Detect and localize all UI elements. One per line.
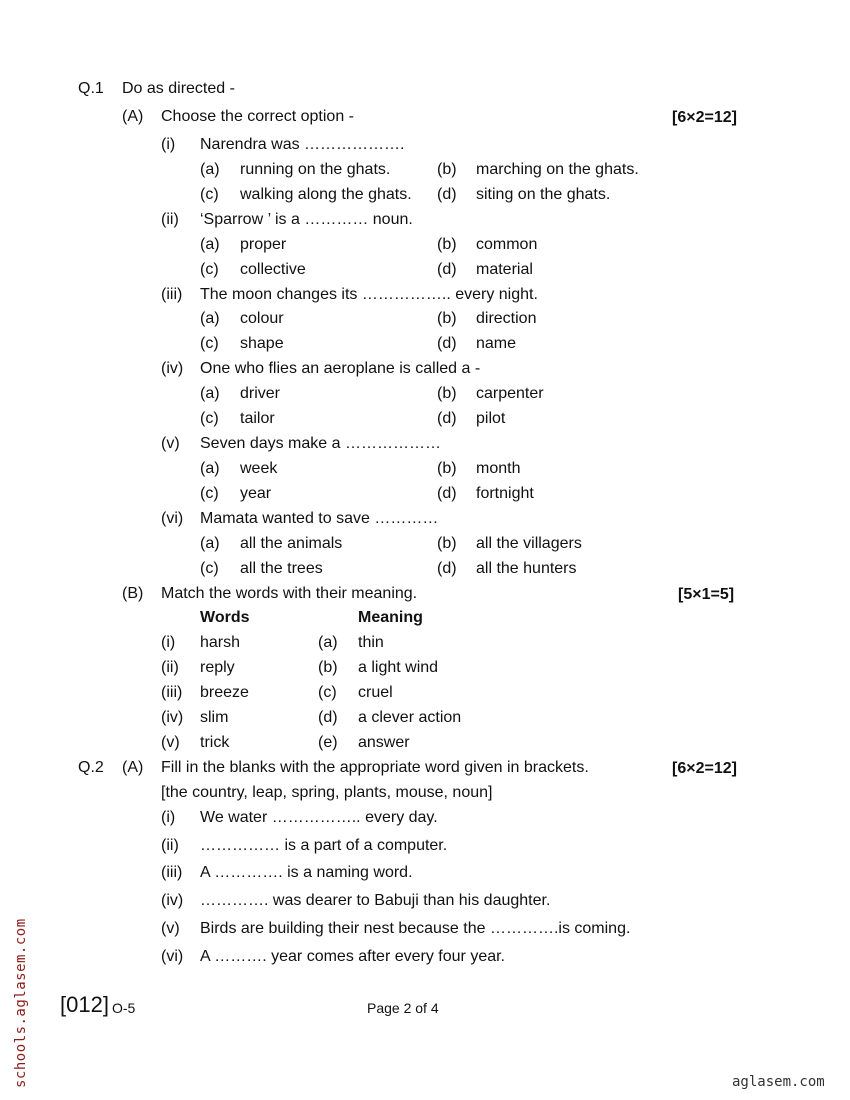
option-text: all the trees — [240, 560, 323, 577]
match-word: slim — [200, 709, 229, 726]
match-word: breeze — [200, 684, 249, 701]
option-text: tailor — [240, 410, 275, 427]
q2a-marks: [6×2=12] — [672, 760, 737, 777]
option-text: direction — [476, 310, 537, 327]
mcq-number: (iii) — [161, 286, 183, 303]
blank-number: (ii) — [161, 837, 179, 854]
match-number: (ii) — [161, 659, 179, 676]
option-text: colour — [240, 310, 284, 327]
option-letter: (b) — [437, 310, 457, 327]
option-text: proper — [240, 236, 287, 253]
option-letter: (b) — [437, 385, 457, 402]
blank-number: (vi) — [161, 948, 184, 965]
option-letter: (a) — [200, 161, 220, 178]
q1-title: Do as directed - — [122, 80, 235, 97]
match-letter: (e) — [318, 734, 338, 751]
mcq-question: ‘Sparrow ’ is a ………… noun. — [200, 211, 413, 228]
match-number: (iv) — [161, 709, 184, 726]
match-meaning: a light wind — [358, 659, 439, 676]
option-letter: (c) — [200, 560, 219, 577]
option-letter: (c) — [200, 261, 219, 278]
match-meaning: cruel — [358, 684, 393, 701]
option-text: running on the ghats. — [240, 161, 391, 178]
option-letter: (d) — [437, 560, 457, 577]
q1b-marks: [5×1=5] — [678, 586, 735, 603]
option-letter: (c) — [200, 335, 219, 352]
match-word: trick — [200, 734, 230, 751]
q2-number: Q.2 — [78, 759, 104, 776]
option-letter: (b) — [437, 236, 457, 253]
option-text: siting on the ghats. — [476, 186, 611, 203]
blank-text: …………. was dearer to Babuji than his daughter. — [200, 892, 551, 909]
q1-number: Q.1 — [78, 80, 104, 97]
mcq-question: Seven days make a ……………… — [200, 435, 441, 452]
match-number: (iii) — [161, 684, 183, 701]
blank-number: (v) — [161, 920, 180, 937]
option-text: all the animals — [240, 535, 343, 552]
option-letter: (d) — [437, 410, 457, 427]
q2a-label: (A) — [122, 759, 144, 776]
option-letter: (a) — [200, 535, 220, 552]
blank-number: (iv) — [161, 892, 184, 909]
meaning-header: Meaning — [358, 609, 423, 626]
option-letter: (d) — [437, 335, 457, 352]
mcq-question: The moon changes its …………….. every night. — [200, 286, 538, 303]
option-letter: (a) — [200, 236, 220, 253]
mcq-question: One who flies an aeroplane is called a - — [200, 360, 481, 377]
blank-number: (iii) — [161, 864, 183, 881]
option-text: collective — [240, 261, 306, 278]
paper-subcode: O-5 — [112, 1000, 136, 1016]
match-number: (v) — [161, 734, 180, 751]
match-meaning: a clever action — [358, 709, 462, 726]
option-text: walking along the ghats. — [240, 186, 412, 203]
q1b-label: (B) — [122, 585, 144, 602]
page-number: Page 2 of 4 — [367, 1000, 439, 1016]
option-text: all the hunters — [476, 560, 577, 577]
q2a-title: Fill in the blanks with the appropriate word given in brackets. — [161, 759, 589, 776]
option-letter: (d) — [437, 186, 457, 203]
blank-number: (i) — [161, 809, 176, 826]
option-letter: (a) — [200, 385, 220, 402]
option-letter: (c) — [200, 410, 219, 427]
option-letter: (c) — [200, 485, 219, 502]
q1a-title: Choose the correct option - — [161, 108, 354, 125]
option-letter: (a) — [200, 310, 220, 327]
option-text: all the villagers — [476, 535, 582, 552]
option-letter: (c) — [200, 186, 219, 203]
match-letter: (b) — [318, 659, 338, 676]
mcq-question: Narendra was ………………. — [200, 136, 405, 153]
option-letter: (b) — [437, 161, 457, 178]
option-text: driver — [240, 385, 281, 402]
side-watermark: schools.aglasem.com — [13, 918, 29, 1088]
q1a-marks: [6×2=12] — [672, 109, 737, 126]
option-text: common — [476, 236, 538, 253]
mcq-number: (vi) — [161, 510, 184, 527]
q1a-label: (A) — [122, 108, 144, 125]
blank-text: Birds are building their nest because the ………….is coming. — [200, 920, 631, 937]
option-letter: (d) — [437, 485, 457, 502]
option-text: fortnight — [476, 485, 534, 502]
mcq-number: (v) — [161, 435, 180, 452]
option-text: month — [476, 460, 521, 477]
option-text: week — [240, 460, 278, 477]
option-text: pilot — [476, 410, 506, 427]
option-letter: (d) — [437, 261, 457, 278]
mcq-number: (i) — [161, 136, 176, 153]
option-text: name — [476, 335, 517, 352]
mcq-number: (ii) — [161, 211, 179, 228]
match-number: (i) — [161, 634, 176, 651]
blank-text: A …………. is a naming word. — [200, 864, 413, 881]
blank-text: A ………. year comes after every four year. — [200, 948, 505, 965]
blank-text: We water …………….. every day. — [200, 809, 438, 826]
option-letter: (b) — [437, 460, 457, 477]
option-text: year — [240, 485, 272, 502]
match-letter: (c) — [318, 684, 337, 701]
word-choices: [the country, leap, spring, plants, mouse, noun] — [161, 784, 493, 801]
match-meaning: answer — [358, 734, 410, 751]
words-header: Words — [200, 609, 250, 626]
option-text: shape — [240, 335, 284, 352]
option-letter: (b) — [437, 535, 457, 552]
match-meaning: thin — [358, 634, 384, 651]
match-word: harsh — [200, 634, 241, 651]
footer-watermark: aglasem.com — [732, 1074, 825, 1090]
match-letter: (d) — [318, 709, 338, 726]
option-text: marching on the ghats. — [476, 161, 639, 178]
q1b-title: Match the words with their meaning. — [161, 585, 418, 602]
paper-code: [012] — [60, 992, 109, 1017]
mcq-number: (iv) — [161, 360, 184, 377]
blank-text: …………… is a part of a computer. — [200, 837, 448, 854]
mcq-question: Mamata wanted to save ………… — [200, 510, 439, 527]
match-word: reply — [200, 659, 235, 676]
match-letter: (a) — [318, 634, 338, 651]
option-text: carpenter — [476, 385, 544, 402]
option-letter: (a) — [200, 460, 220, 477]
option-text: material — [476, 261, 533, 278]
